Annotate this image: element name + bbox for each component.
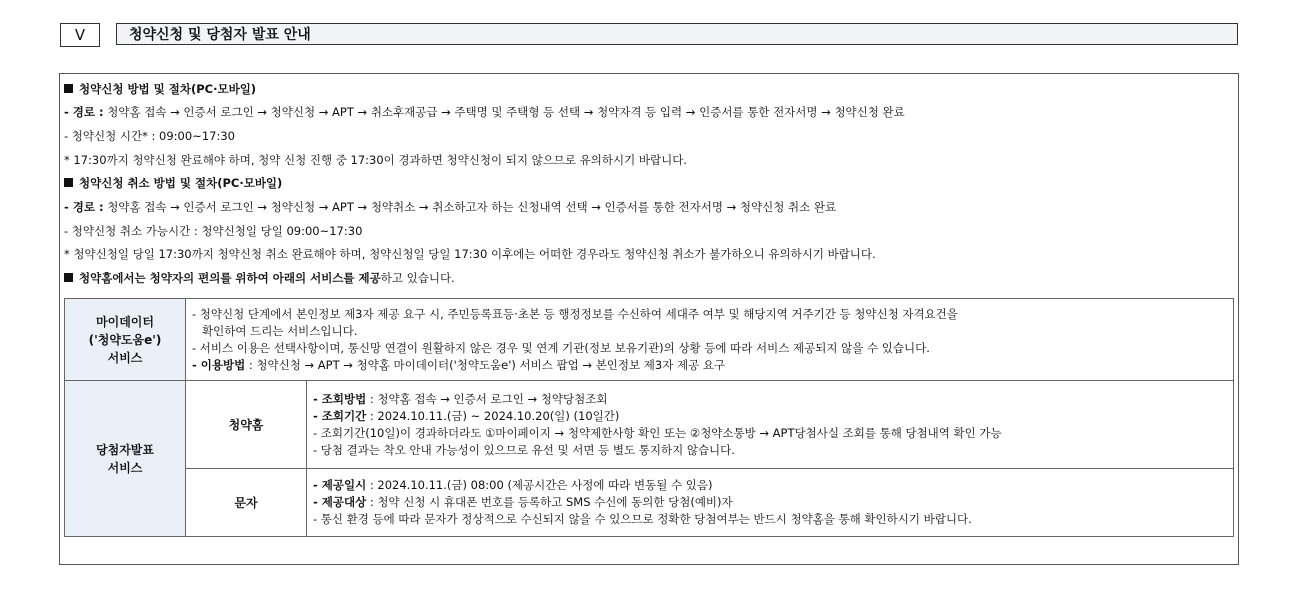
apply-heading-row — [64, 81, 256, 97]
services-intro: 청약홈에서는 청약자의 편의를 위하여 아래의 서비스를 제공하고 있습니다. — [64, 270, 455, 286]
winner-home-label: 청약홈 — [186, 381, 307, 469]
table-row — [65, 469, 1234, 537]
cancel-route: - 경로 : 청약홈 접속 → 인증서 로그인 → 청약신청 → APT → 청약취소 → 취소하고자 하는 신청내역 선택 → 인증서를 통한 전자서명 → 청약신청 취소 완료 — [64, 200, 837, 214]
cancel-heading-row — [64, 175, 282, 191]
apply-time: - 청약신청 시간* : 09:00~17:30 — [64, 129, 235, 143]
square-bullet-icon — [64, 84, 73, 93]
winner-sms-description: - 제공일시 : 2024.10.11.(금) 08:00 (제공시간은 사정에 따라 변동될 수 있음) - 제공대상 : 청약 신청 시 휴대폰 번호를 등록하고 SMS 수신에 동의한 당첨(예비)자 - 통신 환경 등에 따라 문자가 정상적으로 수신되지 않을 수 있으므로 정확한 당첨여부는 반드시 청약홈을 통해 확인하시기 바랍니다. — [307, 469, 1234, 537]
service-table — [64, 298, 1234, 537]
mydata-description: - 청약신청 단계에서 본인정보 제3자 제공 요구 시, 주민등록표등·초본 등 행정정보를 수신하여 세대주 여부 및 해당지역 거주기간 등 청약신청 자격요건을 확인하여 드리는 서비스입니다. - 서비스 이용은 선택사항이며, 통신망 연결이 원활하지 않은 경우 및 연계 기관(정보 보유기관)의 상황 등에 따라 서비스 제공되지 않을 수 있습니다. - 이용방법 : 청약신청 → APT → 청약홈 마이데이터('청약도움e') 서비스 팝업 → 본인정보 제3자 제공 요구 — [186, 299, 1234, 381]
section-header — [60, 23, 1238, 47]
cancel-heading: 청약신청 취소 방법 및 절차(PC·모바일) — [79, 176, 283, 190]
notice-box — [59, 73, 1239, 565]
apply-note: * 17:30까지 청약신청 완료해야 하며, 청약 신청 진행 중 17:30이 경과하면 청약신청이 되지 않으므로 유의하시기 바랍니다. — [64, 153, 687, 167]
winner-home-description: - 조회방법 : 청약홈 접속 → 인증서 로그인 → 청약당첨조회 - 조회기간 : 2024.10.11.(금) ~ 2024.10.20(일) (10일간) - 조회기간(10일)이 경과하더라도 ①마이페이지 → 청약제한사항 확인 또는 ②청약소통방 → APT당첨사실 조회를 통해 당첨내역 확인 가능 - 당첨 결과는 착오 안내 가능성이 있으므로 유선 및 서면 등 별도 통지하지 않습니다. — [307, 381, 1234, 469]
section-title: 청약신청 및 당첨자 발표 안내 — [116, 23, 1238, 45]
apply-heading: 청약신청 방법 및 절차(PC·모바일) — [79, 82, 257, 96]
apply-route: - 경로 : 청약홈 접속 → 인증서 로그인 → 청약신청 → APT → 취소후재공급 → 주택명 및 주택형 등 선택 → 청약자격 등 입력 → 인증서를 통한 전자서명 → 청약신청 완료 — [64, 105, 905, 119]
table-row — [65, 381, 1234, 469]
square-bullet-icon — [64, 273, 73, 282]
mydata-label: 마이데이터 ('청약도움e') 서비스 — [65, 299, 186, 381]
winner-sms-label: 문자 — [186, 469, 307, 537]
winner-label: 당첨자발표 서비스 — [65, 381, 186, 537]
table-row — [65, 299, 1234, 381]
cancel-note: * 청약신청일 당일 17:30까지 청약신청 취소 완료해야 하며, 청약신청일 당일 17:30 이후에는 어떠한 경우라도 청약신청 취소가 불가하오니 유의하시기 바랍니다. — [64, 247, 876, 261]
section-number: V — [60, 23, 100, 47]
cancel-time: - 청약신청 취소 가능시간 : 청약신청일 당일 09:00~17:30 — [64, 224, 363, 238]
square-bullet-icon — [64, 178, 73, 187]
